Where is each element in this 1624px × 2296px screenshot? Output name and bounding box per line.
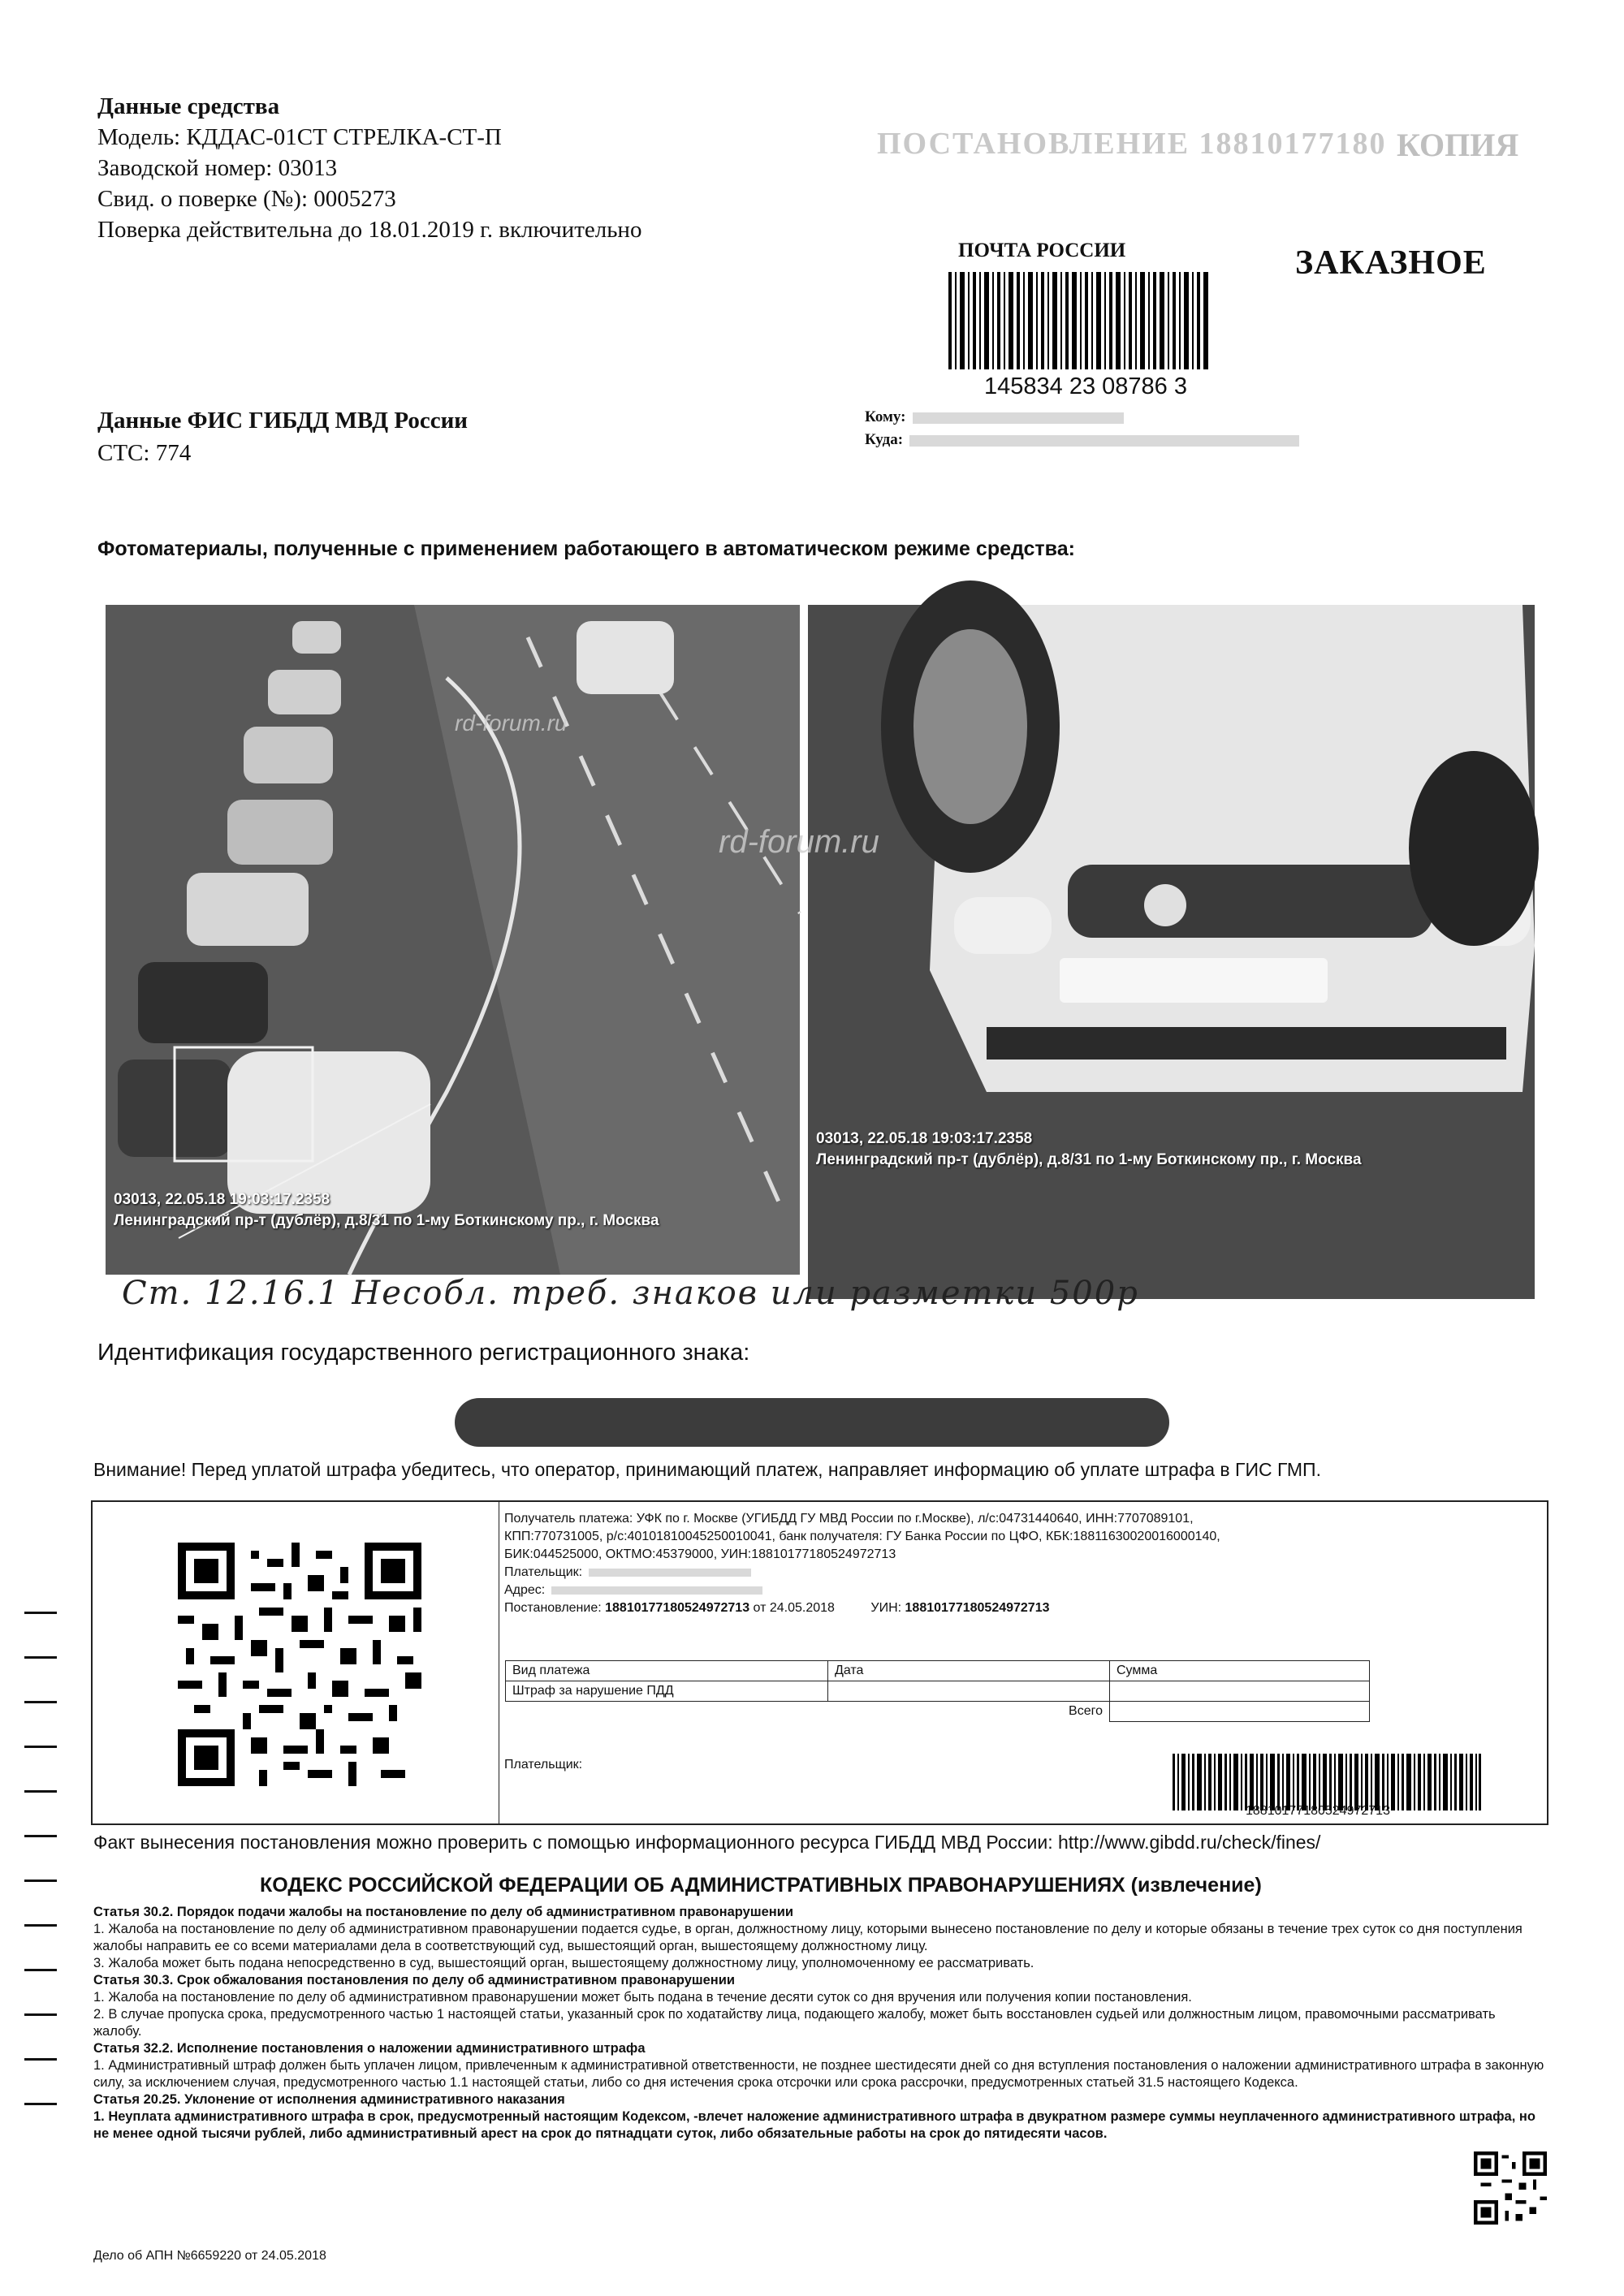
fis-info — [97, 404, 468, 469]
article-32-2-title: Статья 32.2. Исполнение постановления о наложении административного штрафа — [93, 2041, 646, 2056]
background-copy-text: КОПИЯ — [1397, 127, 1519, 163]
redacted-plate-scribble — [455, 1398, 1169, 1447]
payment-slip — [91, 1500, 1548, 1825]
article-30-2-p3: 3. Жалоба может быть подана непосредственно в суд, вышестоящий орган, вышестоящему должностному лицу, уполномоченному ее рассматривать. — [93, 1956, 1034, 1970]
fis-sts: СТС: 774 — [97, 440, 192, 466]
article-30-3-p2: 2. В случае пропуска срока, предусмотренного частью 1 настоящей статьи, указанный срок по ходатайству лица, подающего жалобу, может быть восстановлен судьей или должностным лицом, правомочными рассматривать жалобу. — [93, 2007, 1496, 2039]
car-closeup-graphic — [808, 605, 1535, 1299]
redacted-address — [909, 435, 1299, 447]
margin-marks — [24, 1612, 57, 2147]
payment-qr-code — [178, 1543, 421, 1786]
margin-mark — [24, 1701, 57, 1703]
photo-overview — [106, 605, 800, 1275]
redacted-payer — [589, 1569, 751, 1577]
payment-table-total — [506, 1702, 1370, 1722]
photo-right-caption-line1: 03013, 22.05.18 19:03:17.2358 — [816, 1130, 1033, 1147]
photo-right-caption-line2: Ленинградский пр-т (дублёр), д.8/31 по 1-му Боткинскому пр., г. Москва — [816, 1151, 1362, 1168]
address-label: Адрес: — [504, 1583, 546, 1597]
device-info — [97, 91, 641, 245]
device-header: Данные средства — [97, 93, 280, 119]
plate-identification-label: Идентификация государственного регистрационного знака: — [97, 1340, 750, 1366]
margin-mark — [24, 1969, 57, 1971]
payer-sign-label: Плательщик: — [504, 1758, 583, 1772]
margin-mark — [24, 1880, 57, 1882]
uin-label: УИН: — [870, 1601, 902, 1615]
koap-title: КОДЕКС РОССИЙСКОЙ ФЕДЕРАЦИИ ОБ АДМИНИСТРАТИВНЫХ ПРАВОНАРУШЕНИЯХ (извлечение) — [260, 1874, 1262, 1897]
col-amount: Сумма — [1110, 1661, 1370, 1681]
recipient-line-3: БИК:044525000, ОКТМО:45379000, УИН:18810177180524972713 — [504, 1547, 896, 1561]
article-32-2-p1: 1. Административный штраф должен быть уплачен лицом, привлеченным к административной ответственности, не позднее шестидесяти дней со дня вступления постановления о наложении административного штрафа в законную силу, за исключением случая, предусмотренного частью 1.1 настоящей статьи, либо со дня истечения срока отсрочки или срока рассрочки, предусмотренных статьей 31.5 настоящего Кодекса. — [93, 2058, 1544, 2090]
photo-left-caption — [114, 1189, 659, 1232]
payment-table-row — [506, 1681, 1370, 1702]
margin-mark — [24, 1835, 57, 1837]
article-30-2-title: Статья 30.2. Порядок подачи жалобы на постановление по делу об административном правонарушении — [93, 1905, 793, 1919]
col-payment-type: Вид платежа — [506, 1661, 828, 1681]
road-scene-graphic — [106, 605, 800, 1275]
article-30-2-p1: 1. Жалоба на постановление по делу об административном правонарушении подается судье, в орган, должностному лицу, которыми вынесено постановление по делу и которые обязаны в течение трех суток со дня поступления жалобы направить ее со всеми материалами дела в соответствующий суд, вышестоящий орган, вышестоящему должностному лицу. — [93, 1922, 1522, 1953]
margin-mark — [24, 1790, 57, 1793]
payment-table — [505, 1660, 1370, 1722]
to-label: Кому: — [865, 408, 906, 425]
article-20-25-title: Статья 20.25. Уклонение от исполнения административного наказания — [93, 2092, 565, 2107]
payment-table-header — [506, 1661, 1370, 1681]
margin-mark — [24, 1656, 57, 1659]
photo-left-caption-line2: Ленинградский пр-т (дублёр), д.8/31 по 1-му Боткинскому пр., г. Москва — [114, 1212, 659, 1229]
recipient-line-2: КПП:770731005, р/с:40101810045250010041, банк получателя: ГУ Банка России по ЦФО, КБК:18811630020016000140, — [504, 1530, 1220, 1543]
payment-amount-cell — [1110, 1681, 1370, 1702]
photo-left-caption-line1: 03013, 22.05.18 19:03:17.2358 — [114, 1191, 330, 1208]
device-valid-until: Поверка действительна до 18.01.2019 г. включительно — [97, 217, 642, 243]
col-date: Дата — [828, 1661, 1110, 1681]
watermark-1: rd-forum.ru — [455, 710, 568, 736]
document-qr-code — [1474, 2151, 1547, 2225]
margin-mark — [24, 1924, 57, 1927]
photo-closeup — [719, 605, 1535, 1299]
redacted-payer-address — [551, 1586, 762, 1595]
device-serial: Заводской номер: 03013 — [97, 155, 338, 181]
tracking-barcode — [948, 272, 1208, 369]
article-30-3-title: Статья 30.3. Срок обжалования постановления по делу об административном правонарушении — [93, 1973, 736, 1987]
fact-check-text: Факт вынесения постановления можно проверить с помощью информационного ресурса ГИБДД МВД России: http://www.gibdd.ru/check/fines/ — [93, 1832, 1321, 1853]
decree-number: 18810177180524972713 — [605, 1601, 750, 1615]
total-amount-cell — [1110, 1702, 1370, 1722]
koap-extract — [93, 1904, 1547, 2143]
payment-details — [504, 1510, 1527, 1617]
recipient-address — [865, 406, 1299, 451]
recipient-line-1: Получатель платежа: УФК по г. Москве (УГИБДД ГУ МВД России по г.Москве), л/с:04731440640, ИНН:7707089101, — [504, 1512, 1194, 1526]
fis-header: Данные ФИС ГИБДД МВД России — [97, 408, 468, 434]
where-label: Куда: — [865, 431, 904, 448]
device-model: Модель: КДДАС-01СТ СТРЕЛКА-СТ-П — [97, 124, 502, 150]
decree-label: Постановление: — [504, 1601, 602, 1615]
margin-mark — [24, 1746, 57, 1748]
registered-mark: ЗАКАЗНОЕ — [1295, 244, 1487, 282]
uin-barcode — [1173, 1754, 1481, 1810]
margin-mark — [24, 1612, 57, 1614]
margin-mark — [24, 2013, 57, 2016]
margin-mark — [24, 2058, 57, 2061]
photo-right-caption — [816, 1129, 1362, 1171]
handwritten-note: Ст. 12.16.1 Несобл. треб. знаков или разметки 500р — [122, 1275, 1139, 1312]
uin-number: 18810177180524972713 — [905, 1601, 1050, 1615]
device-certificate: Свид. о поверке (№): 0005273 — [97, 186, 396, 212]
tracking-number: 145834 23 08786 3 — [984, 373, 1187, 399]
decree-date: от 24.05.2018 — [753, 1601, 835, 1615]
payment-type-value: Штраф за нарушение ПДД — [506, 1681, 828, 1702]
margin-mark — [24, 2103, 57, 2105]
payment-date-cell — [828, 1681, 1110, 1702]
watermark-2: rd-forum.ru — [719, 824, 879, 860]
case-number: Дело об АПН №6659220 от 24.05.2018 — [93, 2249, 326, 2263]
article-20-25-p1: 1. Неуплата административного штрафа в срок, предусмотренный настоящим Кодексом, -влечет наложение административного штрафа в двукратном размере суммы неуплаченного административного штрафа, но не менее одной тысячи рублей, либо административный арест на срок до пятнадцати суток, либо обязательные работы на срок до пятидесяти часов. — [93, 2109, 1535, 2141]
article-30-3-p1: 1. Жалоба на постановление по делу об административном правонарушении может быть подана в течение десяти суток со дня вручения или получения копии постановления. — [93, 1990, 1192, 2005]
total-label: Всего — [506, 1702, 1110, 1722]
payment-warning: Внимание! Перед уплатой штрафа убедитесь, что оператор, принимающий платеж, направляет информацию об уплате штрафа в ГИС ГМП. — [93, 1459, 1321, 1480]
uin-barcode-number: 18810177180524972713 — [1246, 1804, 1390, 1818]
payer-label: Плательщик: — [504, 1565, 583, 1579]
background-decree-text: ПОСТАНОВЛЕНИЕ 18810177180 — [877, 127, 1387, 161]
redacted-name — [913, 412, 1124, 424]
photos-title: Фотоматериалы, полученные с применением работающего в автоматическом режиме средства: — [97, 537, 1075, 560]
post-label: ПОЧТА РОССИИ — [958, 240, 1126, 261]
